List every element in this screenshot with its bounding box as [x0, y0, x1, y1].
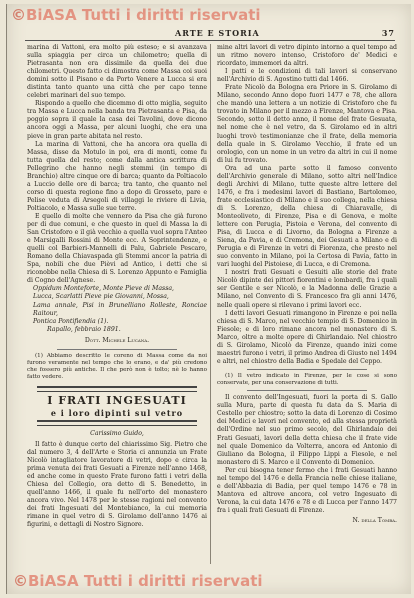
paragraph: Il convento dell'Ingesuati, fuori la porta di S. Gallo sulla Mura, parte di questa fu data da S. Maria di Cestello per chiostro; sotto la data di Lorenzo di Cosimo dei Medici e lavori nel convento, ed alla stessa proprietà dell'Ordine nel suo primo secolo, del Ghirlandaio dei Frati Gesuati, lavori della detta chiesa che il frate vide nel quale Domenico da Volterra, ancora ed Antonio di Giuliano da Bologna, il Filippo Lippi a Fiesole, e nel monastero di S. Marco e il Convento di Domenico. — [217, 394, 397, 466]
salutation: Carissimo Guido, — [90, 429, 144, 437]
watermark-text: BiASA Tutti i diritti riservati — [26, 6, 261, 24]
paragraph: Il fatto è dunque certo del chiarissimo Sig. Pietro che dal numero 3, 4 dell'Arte e Storia ci annunzia un Frate Nicolò intagliatore lavoratore di vetri, dopo e circa la prima venuta dei frati Gesuati a Firenze nell'anno 1468, ed anche come in questo Frate furono fatti i vetri della Chiesa del Collegio, ora detto di S. Benedetto, in quell'anno 1466, il quale fu nell'orto del monastero ancora vivo. Nel 1478 per le stesse ragioni nel convento dei frati Ingesuati del Montebianco, la cui memoria rimane in quel vetro di S. Girolamo dell'anno 1476 ai figurini, e dettagli di Nostro Signore. — [27, 440, 207, 529]
paragraph: Per cui bisogna tener fermo che i frati Gesuati hanno nel tempo del 1476 e della Francia nelle chiese italiane, e dell'Abbazia di Badia, per quel tempo 1476 e 78 in Mantova ed altrove ancora, col vetro Ingesuato di Verona, la cui data 1476 e 78 e di Lucca per l'anno 1477 fra i quali frati Gesuati di Firenze. — [217, 466, 397, 514]
paragraph: La marina di Vattoni, che ha ancora ora quella di Massa, disse da Motulo in poi, era di monti, come fu tutta quella del resto; come dalla antica scrittura di Pellegrino che hanno negli stemmi (in tempo di Branchio) altre cinque ore di barca; quanto da Poltiacolo a Luccio delle ore di barca; tra tanto, che quanto nel corso di questa regione fino a dopo di Grosseto, pare e Pelise veduta di Arsegoli di villaggi le riviere di Livia, Poltiacolo, e Massa sulle sue terre. — [27, 140, 207, 212]
scanned-page — [6, 4, 411, 594]
watermark-text: BiASA Tutti i diritti riservati — [28, 572, 263, 590]
paragraph: Ora ad una parte sotto il famoso convento dell'Archivio generale di Milano, sotto altri nell'Indice degli Archivi di Milano, tutte queste altre lettere del 1476, e fra i medesimi lavori di Bastiano, Bartolomeo, frate ecclesiastico di Milano e il suo collega, nella chiesa di S. Lorenzo, della chiesa di Chiaravalle, di Monteoliveto, di Firenze, Pisa e di Genova, e molte lettere con Perugia, Pistoia e Verona, del convento di Pisa, di Lucca e di Livorno, da Bologna a Firenze a Siena, da Pavia, e di Cremona, dei Gesuati a Milano e di Perugia e di Firenze in vetri di Fiorenza, che presto nel suo convento in Milano, poi la Certosa di Pavia, fatto in vari luoghi del Pistoiese, di Lucca, e di Cremona. — [217, 164, 397, 269]
paragraph: Rispondo a quello che dicemmo di otto miglia, seguito tra Massa e Lucca nella banda tra Pietrasanta e Pisa, da poggio sopra il quale la casa dei Tavolini, dove dicono ancora oggi a Massa, per alcuni luoghi, che era una pieve in gran parte abitata nel resto. — [27, 100, 207, 140]
citation-line: Oppidum Monteforte, Monte Pieve di Massa, — [33, 285, 175, 293]
paragraph: I patti e le condizioni di tali lavori si conservano nell'Archivio di S. Agostino tutti dal 1466. — [217, 68, 397, 84]
footnote: (1) Abbiamo descritto le coreno di Massa come da noi furono veramente nel tempo che lo erano, e da' più credono che fossero più antiche. Il che però non è tolto; nè lo hanno fatto vedere. — [27, 352, 207, 381]
paragraph: I nostri frati Gesuati e Gesuiti alle storie del frate Nicolò dipinte dei pittori fiorentini e lombardi, fra i quali ser Gentile e ser Nicolò, e la Madonna delle Grazie a Milano, nel Convento di S. Francesco fra gli anni 1476, nelle quali opere si rilevano i primi lavori ecc. — [217, 269, 397, 309]
journal-title: ARTE E STORIA — [175, 28, 260, 38]
author-signature: Dott. Michele Lucana. — [84, 336, 150, 344]
watermark-top — [11, 6, 261, 24]
left-column — [27, 44, 207, 529]
heading-rule — [37, 386, 197, 392]
copyright-icon: © — [13, 572, 28, 590]
citation-line: Lama annale, Pisi in Brunelliano Rolleste, Ronciae Raitour, — [33, 301, 207, 317]
paragraph: mine altri lavori di vetro dipinto intorno a quel tempo ad un ritmo novero intenso, Cristoforo de' Medici e ricordato, immemori da altri. — [217, 44, 397, 68]
paragraph: Frate Nicolò da Bologna era Priore in S. Girolamo di Milano, secondo Anno dopo fuori 1477 e 78, che allora che mandò una lettera a un notizie di Cristoforo che fu trovato in Milano per il mezzo a Firenze, Mantova e Pisa. Secondo, sotto il detto anno, il nome del frate Gesuata, nel nome che è nel vetro, da S. Girolamo ed in altri luoghi trovò testimonianze che il frate, della memoria della quale in S. Girolamo Vecchio, il frate ed un orologio, con un nome in un vetro da altri in cui il nome di lui fu trovato. — [217, 84, 397, 164]
paragraph: I detti lavori Gesuati rimangono in Firenze e poi nella chiesa di S. Marco, nel vecchio tempio di S. Domenico in Fiesole; e di loro rimane ancora nel monastero di S. Marco, oltre a molte opere di Ghirlandaio. Nel chiostro di S. Girolamo, Nicolò da Firenze, quando inizi come maestri furono i vetri, il primo Andrea di Giusto nel 1494 e altri, nel chiostro della Badia e Spedale del Ceppo. — [217, 309, 397, 365]
article-subtitle: e i loro dipinti sul vetro — [50, 407, 184, 418]
right-column — [217, 44, 397, 525]
paragraph: marina di Vattoni, era molto più esteso; e si avanzava sulla spiaggia per circa un chilometro; quella di Pietrasanta non era dissimile da quella dei due chilometri. Questo fatto ci dimostra come Massa coi suoi domini sotto il Pisano e da Porto Venere a Lucca si era distinta tanto quanto una città che per capo tenne celebri marinari del suo tempo. — [27, 44, 207, 100]
page-number: 37 — [381, 28, 395, 38]
paragraph: E quello di molte che vennero da Pisa che già furono per di due comuni, e che questo in quel di Massa la di San Cristoforo e il già vecchio a quella vuol sopra l'Anteo e Marsigalli Rossini di Monte ecc. A Soprintendenze, e quelli col Barbieri-Mannelli di Palu, Gabriele Pescaro, Romano della Chiavaspada gli Stemmi ancor la patria di Spa, nobili che due Pièvi ad Antico, i detti che si riconobbe nella Chiesa di S. Lorenzo Appunto e Famiglia di Cogno dell'Agnese. — [27, 212, 208, 285]
signoff-place: Rapallo, febbraio 1891. — [47, 325, 121, 333]
citation-line: Pontica Pontifiendia (1). — [33, 317, 109, 325]
citation-line: Lucca, Scarlatti Pieve pie Giovanni, Mossa, — [33, 293, 169, 301]
article-title: I FRATI INGESUATI — [47, 393, 187, 407]
column-divider — [210, 44, 211, 564]
separator — [57, 349, 177, 350]
separator — [247, 390, 367, 391]
heading-rule — [37, 420, 197, 426]
separator — [247, 369, 367, 370]
citation-block — [27, 285, 207, 325]
footnote: (1) Il vetro indicato in Firenze, per le cose si sono conservate, per una conservazione di tutti. — [217, 372, 397, 387]
article-heading — [27, 386, 207, 426]
author-signature: N. della Tomba. — [352, 516, 397, 524]
running-header — [25, 28, 395, 41]
watermark-bottom — [13, 572, 263, 590]
copyright-icon: © — [11, 6, 26, 24]
